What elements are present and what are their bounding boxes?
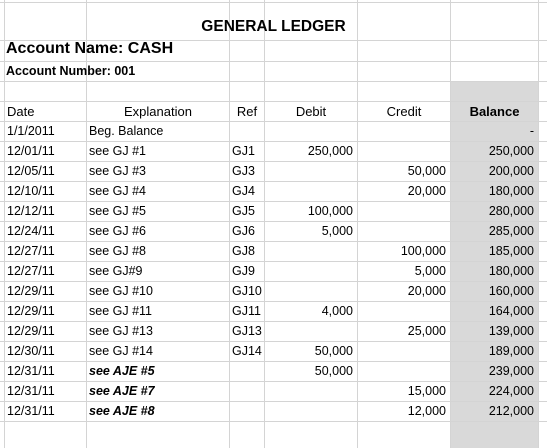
cell-ref[interactable] <box>232 381 264 401</box>
cell-debit[interactable]: 4,000 <box>321 304 353 318</box>
cell-ref[interactable]: GJ8 <box>232 244 255 258</box>
cell-credit[interactable]: 20,000 <box>407 284 446 298</box>
cell-explanation[interactable]: see GJ#9 <box>89 264 143 278</box>
cell-balance[interactable]: 185,000 <box>488 244 534 258</box>
cell-explanation[interactable]: see GJ #4 <box>89 184 146 198</box>
cell-debit[interactable] <box>265 281 357 301</box>
cell-balance[interactable]: 200,000 <box>488 164 534 178</box>
cell-balance[interactable]: 139,000 <box>488 324 534 338</box>
cell-balance[interactable]: 189,000 <box>488 344 534 358</box>
gridline <box>0 421 547 422</box>
header-ref[interactable]: Ref <box>236 104 258 119</box>
cell-explanation[interactable]: see GJ #5 <box>89 204 146 218</box>
cell-debit[interactable]: 50,000 <box>314 364 353 378</box>
cell-ref[interactable]: GJ9 <box>232 264 255 278</box>
cell-date[interactable]: 12/29/11 <box>7 304 55 318</box>
cell-balance[interactable]: 224,000 <box>488 384 534 398</box>
cell-credit[interactable]: 20,000 <box>407 184 446 198</box>
cell-date[interactable]: 12/01/11 <box>7 144 55 158</box>
cell-explanation[interactable]: see GJ #1 <box>89 144 146 158</box>
cell-debit[interactable] <box>265 261 357 281</box>
cell-balance[interactable]: 180,000 <box>488 264 534 278</box>
cell-credit[interactable]: 15,000 <box>407 384 446 398</box>
cell-debit[interactable] <box>265 321 357 341</box>
cell-ref[interactable]: GJ10 <box>232 284 262 298</box>
cell-explanation[interactable]: see AJE #5 <box>89 364 155 378</box>
cell-ref[interactable]: GJ11 <box>232 304 261 318</box>
cell-ref[interactable]: GJ3 <box>232 164 255 178</box>
cell-date[interactable]: 1/1/2011 <box>7 124 55 138</box>
header-credit[interactable]: Credit <box>386 104 422 119</box>
cell-credit[interactable] <box>358 201 450 221</box>
header-explanation[interactable]: Explanation <box>124 104 192 119</box>
cell-date[interactable]: 12/31/11 <box>7 404 55 418</box>
cell-ref[interactable]: GJ13 <box>232 324 262 338</box>
cell-debit[interactable]: 100,000 <box>307 204 353 218</box>
cell-balance[interactable]: 250,000 <box>488 144 534 158</box>
gridline <box>0 61 547 62</box>
cell-balance[interactable]: 164,000 <box>488 304 534 318</box>
cell-date[interactable]: 12/05/11 <box>7 164 55 178</box>
header-date[interactable]: Date <box>7 104 35 119</box>
cell-balance[interactable]: 212,000 <box>488 404 534 418</box>
cell-credit[interactable] <box>358 301 450 321</box>
cell-balance[interactable]: 285,000 <box>488 224 534 238</box>
cell-debit[interactable] <box>265 401 357 421</box>
gridline <box>0 2 547 3</box>
cell-debit[interactable] <box>265 381 357 401</box>
cell-ref[interactable]: GJ6 <box>232 224 255 238</box>
cell-date[interactable]: 12/31/11 <box>7 364 55 378</box>
cell-ref[interactable]: GJ4 <box>232 184 255 198</box>
header-debit[interactable]: Debit <box>295 104 327 119</box>
cell-explanation[interactable]: see GJ #13 <box>89 324 153 338</box>
account-number: Account Number: 001 <box>6 64 136 78</box>
cell-explanation[interactable]: see GJ #11 <box>89 304 153 318</box>
cell-ref[interactable] <box>232 401 264 421</box>
cell-date[interactable]: 12/12/11 <box>7 204 55 218</box>
cell-explanation[interactable]: see GJ #6 <box>89 224 146 238</box>
cell-credit[interactable] <box>358 121 450 141</box>
cell-explanation[interactable]: see GJ #10 <box>89 284 153 298</box>
cell-credit[interactable] <box>358 221 450 241</box>
cell-debit[interactable] <box>265 181 357 201</box>
cell-ref[interactable] <box>232 121 264 141</box>
cell-debit[interactable]: 5,000 <box>321 224 353 238</box>
cell-credit[interactable]: 100,000 <box>400 244 446 258</box>
cell-date[interactable]: 12/24/11 <box>7 224 55 238</box>
cell-credit[interactable]: 5,000 <box>414 264 446 278</box>
gridline <box>0 81 547 82</box>
cell-date[interactable]: 12/27/11 <box>7 244 55 258</box>
cell-balance[interactable]: 239,000 <box>488 364 534 378</box>
cell-ref[interactable]: GJ14 <box>232 344 262 358</box>
cell-credit[interactable]: 50,000 <box>407 164 446 178</box>
cell-date[interactable]: 12/27/11 <box>7 264 55 278</box>
cell-explanation[interactable]: Beg. Balance <box>89 124 164 138</box>
cell-explanation[interactable]: see AJE #7 <box>89 384 155 398</box>
cell-credit[interactable]: 12,000 <box>407 404 446 418</box>
cell-ref[interactable]: GJ5 <box>232 204 255 218</box>
ledger-title: GENERAL LEDGER <box>201 18 346 35</box>
cell-date[interactable]: 12/10/11 <box>7 184 55 198</box>
cell-credit[interactable] <box>358 341 450 361</box>
cell-date[interactable]: 12/31/11 <box>7 384 55 398</box>
header-balance[interactable]: Balance <box>469 104 520 119</box>
cell-ref[interactable]: GJ1 <box>232 144 255 158</box>
cell-debit[interactable] <box>265 121 357 141</box>
cell-date[interactable]: 12/29/11 <box>7 324 55 338</box>
cell-debit[interactable] <box>265 161 357 181</box>
cell-explanation[interactable]: see AJE #8 <box>89 404 155 418</box>
cell-explanation[interactable]: see GJ #3 <box>89 164 146 178</box>
account-name: Account Name: CASH <box>6 40 174 57</box>
cell-debit[interactable]: 50,000 <box>314 344 353 358</box>
cell-ref[interactable] <box>232 361 264 381</box>
cell-explanation[interactable]: see GJ #14 <box>89 344 153 358</box>
cell-credit[interactable] <box>358 141 450 161</box>
cell-debit[interactable]: 250,000 <box>307 144 353 158</box>
cell-balance[interactable]: - <box>529 124 534 138</box>
cell-explanation[interactable]: see GJ #8 <box>89 244 146 258</box>
cell-credit[interactable] <box>358 361 450 381</box>
cell-date[interactable]: 12/29/11 <box>7 284 55 298</box>
cell-debit[interactable] <box>265 241 357 261</box>
cell-balance[interactable]: 280,000 <box>488 204 534 218</box>
cell-balance[interactable]: 160,000 <box>488 284 534 298</box>
cell-date[interactable]: 12/30/11 <box>7 344 55 358</box>
cell-balance[interactable]: 180,000 <box>488 184 534 198</box>
cell-credit[interactable]: 25,000 <box>407 324 446 338</box>
